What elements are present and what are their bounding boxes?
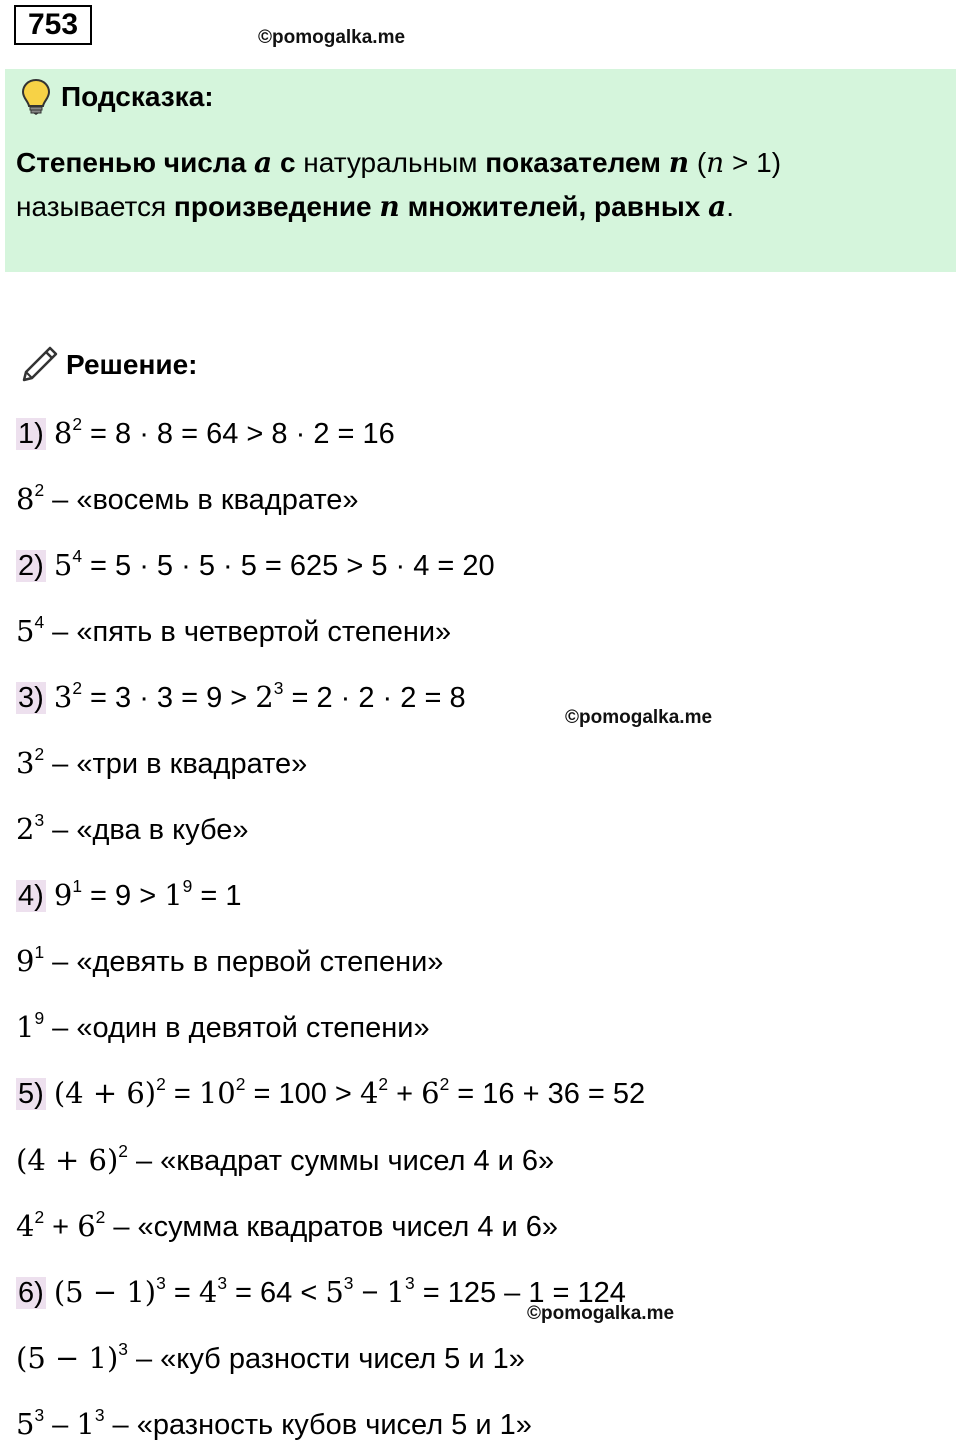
pencil-icon — [18, 344, 60, 386]
solution-line: $5^4$ – «пять в четвертой степени» — [16, 611, 452, 648]
hint-title: Подсказка: — [61, 81, 214, 112]
solution-line: 4) $9^1 = 9 > 1^9 = 1$ — [18, 875, 242, 912]
lightbulb-icon — [21, 78, 51, 116]
solution-line: $3^2$ – «три в квадрате» — [16, 743, 308, 780]
solution-line: $9^1$ – «девять в первой степени» — [16, 941, 444, 978]
solution-line: $1^9$ – «один в девятой степени» — [16, 1007, 430, 1044]
solution-line: 3) $3^2 = 3 \cdot 3 = 9 > 2^3 = 2 \cdot 2 \cdot 2 = 8$ — [18, 677, 466, 714]
solution-header — [18, 343, 197, 387]
solution-line: $8^2$ – «восемь в квадрате» — [16, 479, 359, 516]
solution-line: $(4 + 6)^2$ – «квадрат суммы чисел 4 и 6» — [16, 1140, 555, 1177]
watermark: ©pomogalka.me — [258, 27, 406, 48]
solution-line: $4^2 + 6^2$ – «сумма квадратов чисел 4 и 6» — [16, 1206, 559, 1243]
solution-line: 1) $8^2 = 8 \cdot 8 = 64 > 8 \cdot 2 = 16$ — [18, 413, 395, 450]
solution-title: Решение: — [66, 349, 198, 380]
hint-text: Степенью числа a с натуральным показателем n (n > 1) называется произведение n множителей, равных a. — [16, 146, 782, 223]
solution-line: 2) $5^4 = 5 \cdot 5 \cdot 5 \cdot 5 = 625 > 5 \cdot 4 = 20$ — [18, 545, 495, 582]
solution-line: $2^3$ – «два в кубе» — [16, 809, 249, 846]
solution-line: $5^3 - 1^3$ – «разность кубов чисел 5 и 1» — [16, 1404, 532, 1441]
hint-box — [5, 69, 956, 272]
hint-header — [21, 77, 214, 117]
solution-line: 5) $(4 + 6)^2 = 10^2 = 100 > 4^2 + 6^2 = 16 + 36 = 52$ — [18, 1073, 646, 1110]
solution-line: $(5 - 1)^3$ – «куб разности чисел 5 и 1» — [16, 1338, 525, 1375]
watermark: ©pomogalka.me — [527, 1303, 675, 1324]
watermark: ©pomogalka.me — [565, 707, 713, 728]
task-number: 753 — [14, 5, 92, 45]
solution-line: 6) $(5 - 1)^3 = 4^3 = 64 < 5^3 - 1^3 = 125 - 1 = 124$ — [18, 1272, 626, 1309]
